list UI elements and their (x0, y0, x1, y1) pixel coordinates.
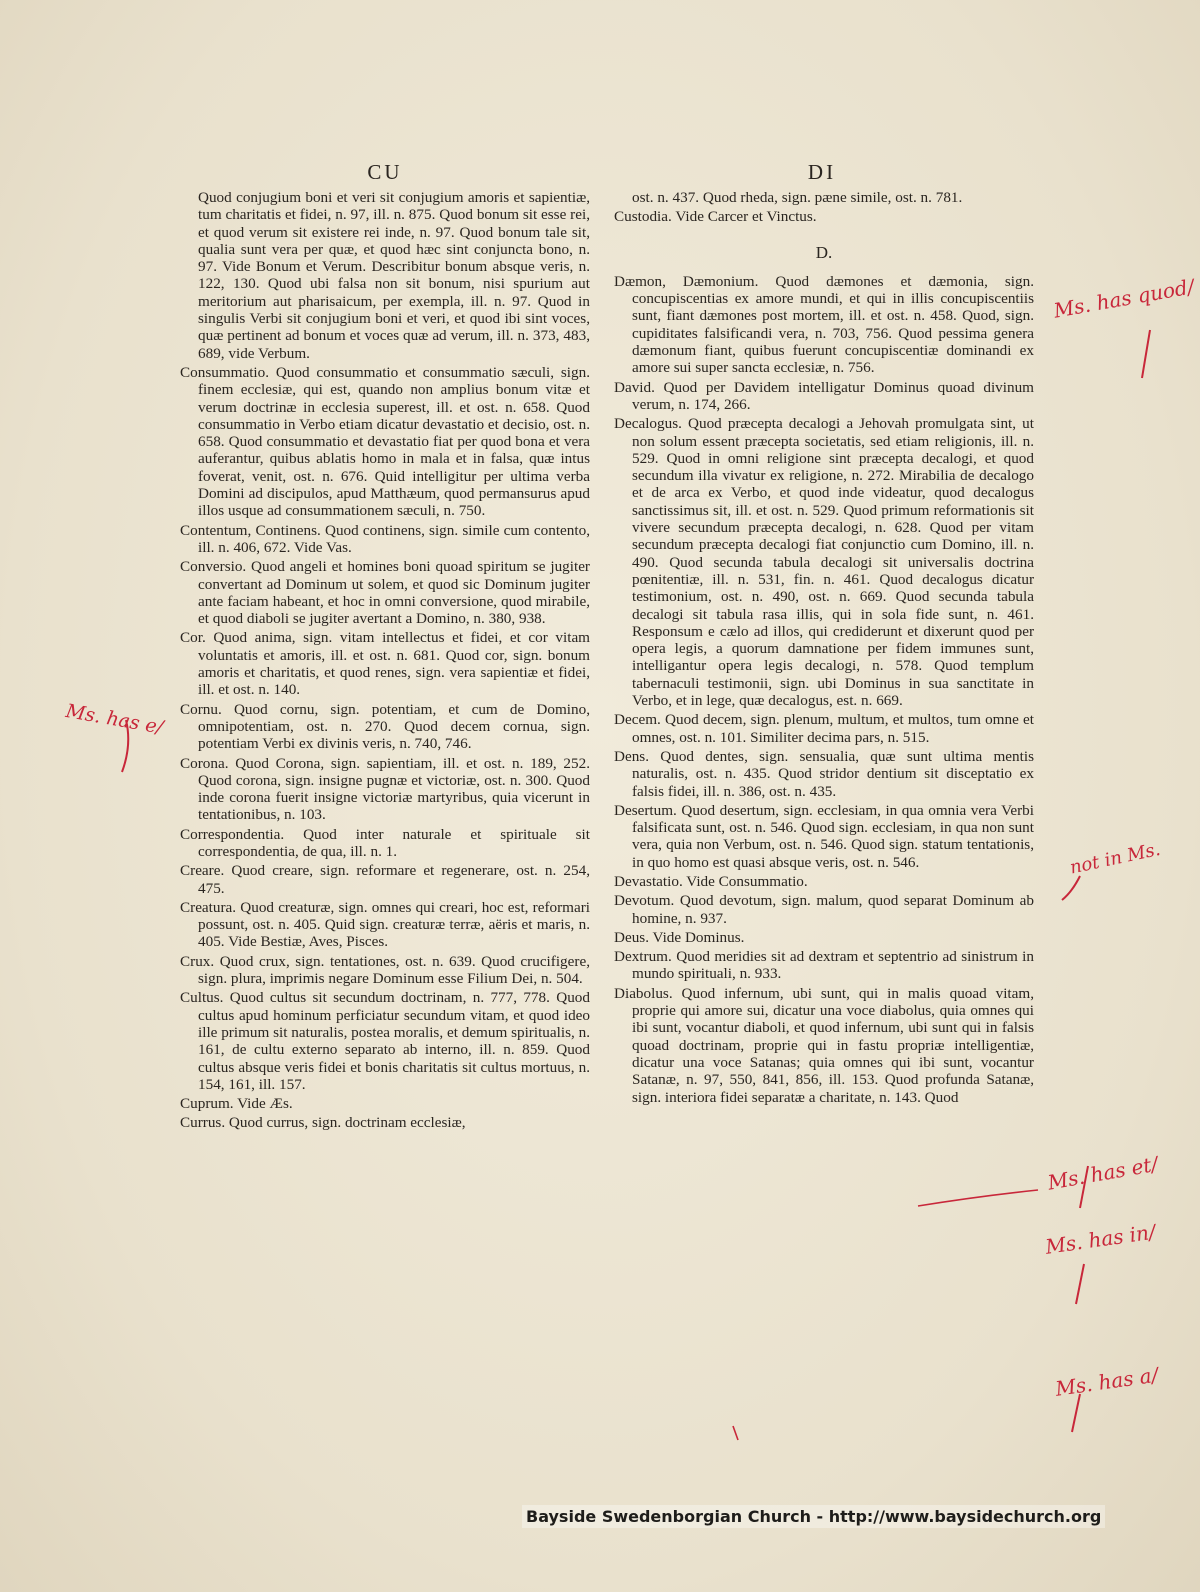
pen-stroke (1080, 1166, 1088, 1208)
pen-stroke (1062, 876, 1080, 900)
margin-annotation: Ms. has e/ (64, 700, 165, 739)
footer-credit: Bayside Swedenborgian Church - http://www.baysidechurch.org (522, 1505, 1105, 1528)
index-entry-david: David. Quod per Davidem intelligatur Dominus quoad divinum verum, n. 174, 266. (614, 378, 1034, 413)
index-entry-correspondentia: Correspondentia. Quod inter naturale et spirituale sit correspondentia, de qua, ill. n. 1. (180, 825, 590, 860)
pen-stroke (1142, 330, 1150, 378)
index-entry-creatura: Creatura. Quod creaturæ, sign. omnes qui creari, hoc est, reformari possunt, ost. n. 405. Quid sign. creaturæ terræ, aëris et maris, n. 405. Vide Bestiæ, Aves, Pisces. (180, 898, 590, 951)
running-header-right: DI (807, 160, 837, 184)
index-entry-cornu: Cornu. Quod cornu, sign. potentiam, et cum de Domino, omnipotentiam, ost. n. 270. Quod decem cornua, sign. potentiam Verbi ex divinis veris, n. 740, 746. (180, 700, 590, 753)
pen-stroke (122, 720, 128, 772)
pen-stroke (733, 1426, 738, 1440)
index-entry-continuation: ost. n. 437. Quod rheda, sign. pæne simile, ost. n. 781. (632, 189, 963, 206)
pen-stroke (1076, 1264, 1084, 1304)
index-entry-dens: Dens. Quod dentes, sign. sensualia, quæ sunt ultima mentis naturalis, ost. n. 435. Quod stridor dentium sit disceptatio ex falsis fidei, ill. n. 386, ost. n. 435. (614, 747, 1034, 800)
index-entry-cultus: Cultus. Quod cultus sit secundum doctrinam, n. 777, 778. Quod cultus apud hominum perficiatur secundum vitam, et quod ideo ille primum sit naturalis, postea moralis, et demum spiritualis, n. 161, de cultu externo separato ab interno, ill. n. 859. Quod cultus absque veris fidei et bonis charitatis sit cultus mortuus, n. 154, 161, ill. 157. (180, 989, 590, 1093)
index-entry-decem: Decem. Quod decem, sign. plenum, multum, et multos, tum omne et omnes, ost. n. 101. Similiter decima pars, n. 515. (614, 711, 1034, 746)
index-entry-cuprum: Cuprum. Vide Æs. (180, 1095, 293, 1113)
margin-annotation: not in Ms. (1068, 838, 1163, 879)
index-entry-desertum: Desertum. Quod desertum, sign. ecclesiam, in qua omnia vera Verbi falsificata sunt, ost. n. 546. Quod sign. ecclesiam, in qua non sunt vera, quia non Verbum, ost. n. 546. Quod sign. statum tentationis, in quo homo est quasi absque veris, ost. n. 546. (614, 801, 1034, 871)
index-entry-continuation: Quod conjugium boni et veri sit conjugium amoris et sapientiæ, tum charitatis et fidei, n. 97, ill. n. 875. Quod bonum sit esse rei, et quod verum sit existere rei inde, n. 97. Quod bonum tale sit, qualia sunt vera per quæ, et quod hæc sint conjuncta bono, n. 97. Vide Bonum et Verum. Describitur bonum absque veris, n. 122, 130. Quod ubi falsa non sit bonum, nisi spurium aut meritorium aut pharisaicum, per exempla, ill. n. 97. Quod in singulis Verbi sit conjugium boni et veri, et quod ibi sint voces, quæ pertinent ad bonum et voces quæ ad verum, ill. n. 373, 483, 689, vide Verbum. (198, 189, 590, 362)
index-entry-cor: Cor. Quod anima, sign. vitam intellectus et fidei, et cor vitam voluntatis et amoris, ill. et ost. n. 681. Quod cor, sign. bonum amoris et charitatis, et quod renes, sign. vera sapientiæ et fidei, ill. et ost. n. 140. (180, 629, 590, 699)
index-entry-currus: Currus. Quod currus, sign. doctrinam ecclesiæ, (180, 1114, 466, 1132)
index-entry-daemon: Dæmon, Dæmonium. Quod dæmones et dæmonia, sign. concupiscentias ex amore mundi, et qui in illis concupiscentiis sunt, fiant dæmones post mortem, ill. et ost. n. 458. Quod, sign. cupiditates falsificandi vera, n. 703, 756. Quod pessima genera dæmonum fiant, quibus fuerunt concupiscentiæ dominandi ex amore sui super sancta ecclesiæ, n. 756. (614, 272, 1034, 377)
running-header-left: CU (367, 160, 403, 184)
index-entry-dextrum: Dextrum. Quod meridies sit ad dextram et septentrio ad sinistrum in mundo spirituali, n. 933. (614, 948, 1034, 983)
index-entry-devastatio: Devastatio. Vide Consummatio. (614, 872, 808, 890)
index-entry-custodia: Custodia. Vide Carcer et Vinctus. (614, 208, 817, 226)
pen-stroke (918, 1190, 1038, 1206)
index-entry-diabolus: Diabolus. Quod infernum, ubi sunt, qui in malis quoad vitam, proprie qui amore sui, dicatur una voce diabolus, quia omnes qui ibi sunt, vocantur diaboli, et quod infernum, ubi sunt qui in falsis quoad doctrinam, proprie qui in fastu propriæ intelligentiæ, dicatur una voce Satanas; quia omnes qui ibi sunt, vocantur Satanæ, n. 97, 550, 841, 856, ill. 153. Quod profunda Satanæ, sign. interiora fidei separatæ a charitate, n. 143. Quod (614, 984, 1034, 1106)
section-letter: D. (815, 242, 833, 262)
index-entry-consummatio: Consummatio. Quod consummatio et consummatio sæculi, sign. finem ecclesiæ, qui est, quando non amplius bonum vitæ et verum doctrinæ in ecclesia superest, ill. et ost. n. 658. Quod consummatio in Verbo etiam dicatur devastatio et decisio, ost. n. 658. Quod consummatio et devastatio fiat per quod bona et vera auferantur, quibus ablatis homo in mala et in falsa, quæ intus foverat, venit, ost. n. 676. Quid intelligitur per ultima verba Domini ad discipulos, apud Matthæum, quod permansurus apud illos usque ad consummationem sæculi, n. 750. (180, 363, 590, 520)
index-entry-contentum: Contentum, Continens. Quod continens, sign. simile cum contento, ill. n. 406, 672. Vide Vas. (180, 521, 590, 556)
index-entry-conversio: Conversio. Quod angeli et homines boni quoad spiritum se jugiter convertant ad Dominum ut solem, et quod sic Dominum jugiter ante faciam habeant, et hoc in omni conversione, quod mirabile, et quod diaboli se jugiter avertant a Domino, n. 380, 938. (180, 558, 590, 628)
index-entry-decalogus: Decalogus. Quod præcepta decalogi a Jehovah promulgata sint, ut non solum essent præcepta societatis, sed etiam religionis, ill. n. 529. Quod in omni religione sint præcepta decalogi, et quod secundum illa vivatur ex religione, n. 272. Mirabilia de decalogo et de arca ex Verbo, et quod inde videatur, quod decalogus sanctissimus sit, ill. et ost. n. 529. Quod primum reformationis sit vivere secundum præcepta decalogi, n. 628. Quod per vitam secundum præcepta decalogi fiat conjunctio cum Domino, ill. n. 490. Quod secunda tabula decalogi sit universalis doctrina pœnitentiæ, ill. n. 531, fin. n. 461. Quod decalogus dicatur testimonium, ost. n. 490, ost. n. 669. Quod secunda tabula decalogi sit tabula rasa illis, qui in sola fide sunt, n. 461. Responsum e cælo ad illos, qui crediderunt et dixerunt quod per opera legis, a quorum damnatione per fidem immunes sunt, intelligantur opera legis decalogi, n. 578. Quod templum tabernaculi testimonii, sign. ubi Dominus in sua sanctitate in Verbo, et in lege, quæ decalogus, est. n. 669. (614, 415, 1034, 710)
margin-annotation: Ms. has et/ (1045, 1151, 1160, 1195)
index-entry-devotum: Devotum. Quod devotum, sign. malum, quod separat Dominum ab homine, n. 937. (614, 892, 1034, 927)
margin-annotation: Ms. has in/ (1043, 1219, 1158, 1259)
index-entry-deus: Deus. Vide Dominus. (614, 928, 745, 946)
index-entry-creare: Creare. Quod creare, sign. reformare et regenerare, ost. n. 254, 475. (180, 862, 590, 897)
index-entry-crux: Crux. Quod crux, sign. tentationes, ost. n. 639. Quod crucifigere, sign. plura, imprimis negare Dominum esse Filium Dei, n. 504. (180, 952, 590, 988)
index-entry-corona: Corona. Quod Corona, sign. sapientiam, ill. et ost. n. 189, 252. Quod corona, sign. insigne pugnæ et victoriæ, ost. n. 300. Quod inde corona fuerit insigne victoriæ martyribus, quia vicerunt in tentationibus, n. 103. (180, 754, 590, 824)
margin-annotation: Ms. has quod/ (1051, 274, 1196, 323)
pen-stroke (1072, 1394, 1080, 1432)
margin-annotation: Ms. has a/ (1053, 1362, 1160, 1401)
